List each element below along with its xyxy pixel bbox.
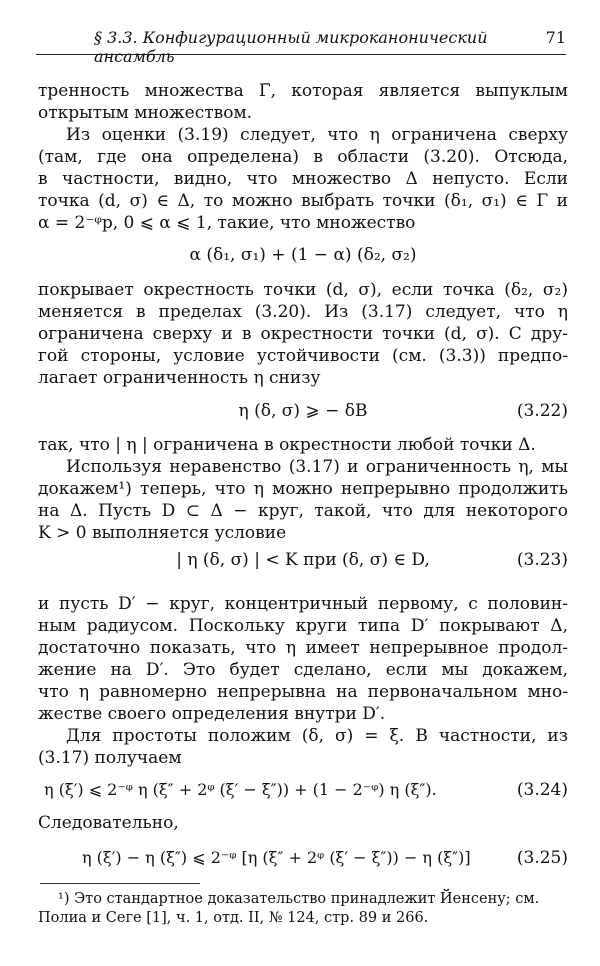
- text-line: на Δ. Пусть D ⊂ Δ − круг, такой, что для некоторого: [38, 501, 568, 521]
- text-line: жестве своего определения внутри D′.: [38, 704, 386, 724]
- equation-3-22: [38, 400, 568, 422]
- equation-3-25-number: (3.25): [516, 848, 568, 868]
- header-title: § 3.3. Конфигурационный микроканонический ансамбль: [94, 28, 488, 66]
- equation-3-23-number: (3.23): [516, 550, 568, 570]
- page-number: 71: [545, 28, 566, 47]
- text-line: так, что | η | ограничена в окрестности любой точки Δ.: [38, 435, 536, 455]
- equation-3-22-body: η (δ, σ) ⩾ − δB: [238, 401, 368, 421]
- text-line: Используя неравенство (3.17) и ограниченность η, мы: [66, 457, 568, 477]
- text-line: α = 2⁻ᵠp, 0 ⩽ α ⩽ 1, такие, что множество: [38, 213, 416, 233]
- equation-3-23-body: | η (δ, σ) | < K при (δ, σ) ∈ D,: [176, 550, 430, 570]
- text-line: жение на D′. Это будет сделано, если мы докажем,: [38, 660, 568, 680]
- text-line: Следовательно,: [38, 813, 179, 833]
- equation-alpha-combination: α (δ₁, σ₁) + (1 − α) (δ₂, σ₂): [189, 245, 417, 265]
- text-line: Из оценки (3.19) следует, что η ограничена сверху: [66, 125, 568, 145]
- text-line: тренность множества Γ̄, которая является выпуклым: [38, 81, 568, 101]
- equation-3-25-body: η (ξ′) − η (ξ″) ⩽ 2⁻ᵠ [η (ξ″ + 2ᵠ (ξ′ − ξ″)) − η (ξ″)]: [82, 848, 471, 867]
- text-line: ограничена сверху и в окрестности точки (d, σ). С дру-: [38, 324, 568, 344]
- text-line: лагает ограниченность η снизу: [38, 368, 321, 388]
- equation-3-24-body: η (ξ′) ⩽ 2⁻ᵠ η (ξ″ + 2ᵠ (ξ′ − ξ″)) + (1 − 2⁻ᵠ) η (ξ″).: [44, 780, 437, 799]
- text-line: в частности, видно, что множество Δ непусто. Если: [38, 169, 568, 189]
- equation-3-23: [38, 549, 568, 571]
- footnote-divider: [40, 883, 200, 884]
- text-line: (3.17) получаем: [38, 748, 182, 768]
- text-line: покрывает окрестность точки (d, σ), если точка (δ₂, σ₂): [38, 280, 568, 300]
- text-line: ным радиусом. Поскольку круги типа D′ покрывают Δ,: [38, 616, 568, 636]
- text-line: гой стороны, условие устойчивости (см. (3.3)) предпо-: [38, 346, 568, 366]
- text-line: докажем¹) теперь, что η можно непрерывно продолжить: [38, 479, 568, 499]
- text-line: и пусть D′ − круг, концентричный первому, с половин-: [38, 594, 568, 614]
- text-line: что η равномерно непрерывна на первоначальном мно-: [38, 682, 568, 702]
- equation-3-24-number: (3.24): [516, 780, 568, 800]
- text-line: Для простоты положим (δ, σ) = ξ. В частности, из: [66, 726, 568, 746]
- text-line: K > 0 выполняется условие: [38, 523, 287, 543]
- running-header: [36, 24, 566, 66]
- footnote-line: ¹) Это стандартное доказательство принадлежит Йенсену; см.: [58, 891, 540, 907]
- text-line: точка (d, σ) ∈ Δ, то можно выбрать точки (δ₁, σ₁) ∈ Γ и: [38, 191, 568, 211]
- text-line: открытым множеством.: [38, 103, 253, 123]
- text-line: достаточно показать, что η имеет непрерывное продол-: [38, 638, 568, 658]
- footnote-line: Полиа и Сеге [1], ч. 1, отд. II, № 124, стр. 89 и 266.: [38, 910, 429, 926]
- text-line: (там, где она определена) в области (3.20). Отсюда,: [38, 147, 568, 167]
- equation-3-22-number: (3.22): [516, 401, 568, 421]
- text-line: меняется в пределах (3.20). Из (3.17) следует, что η: [38, 302, 568, 322]
